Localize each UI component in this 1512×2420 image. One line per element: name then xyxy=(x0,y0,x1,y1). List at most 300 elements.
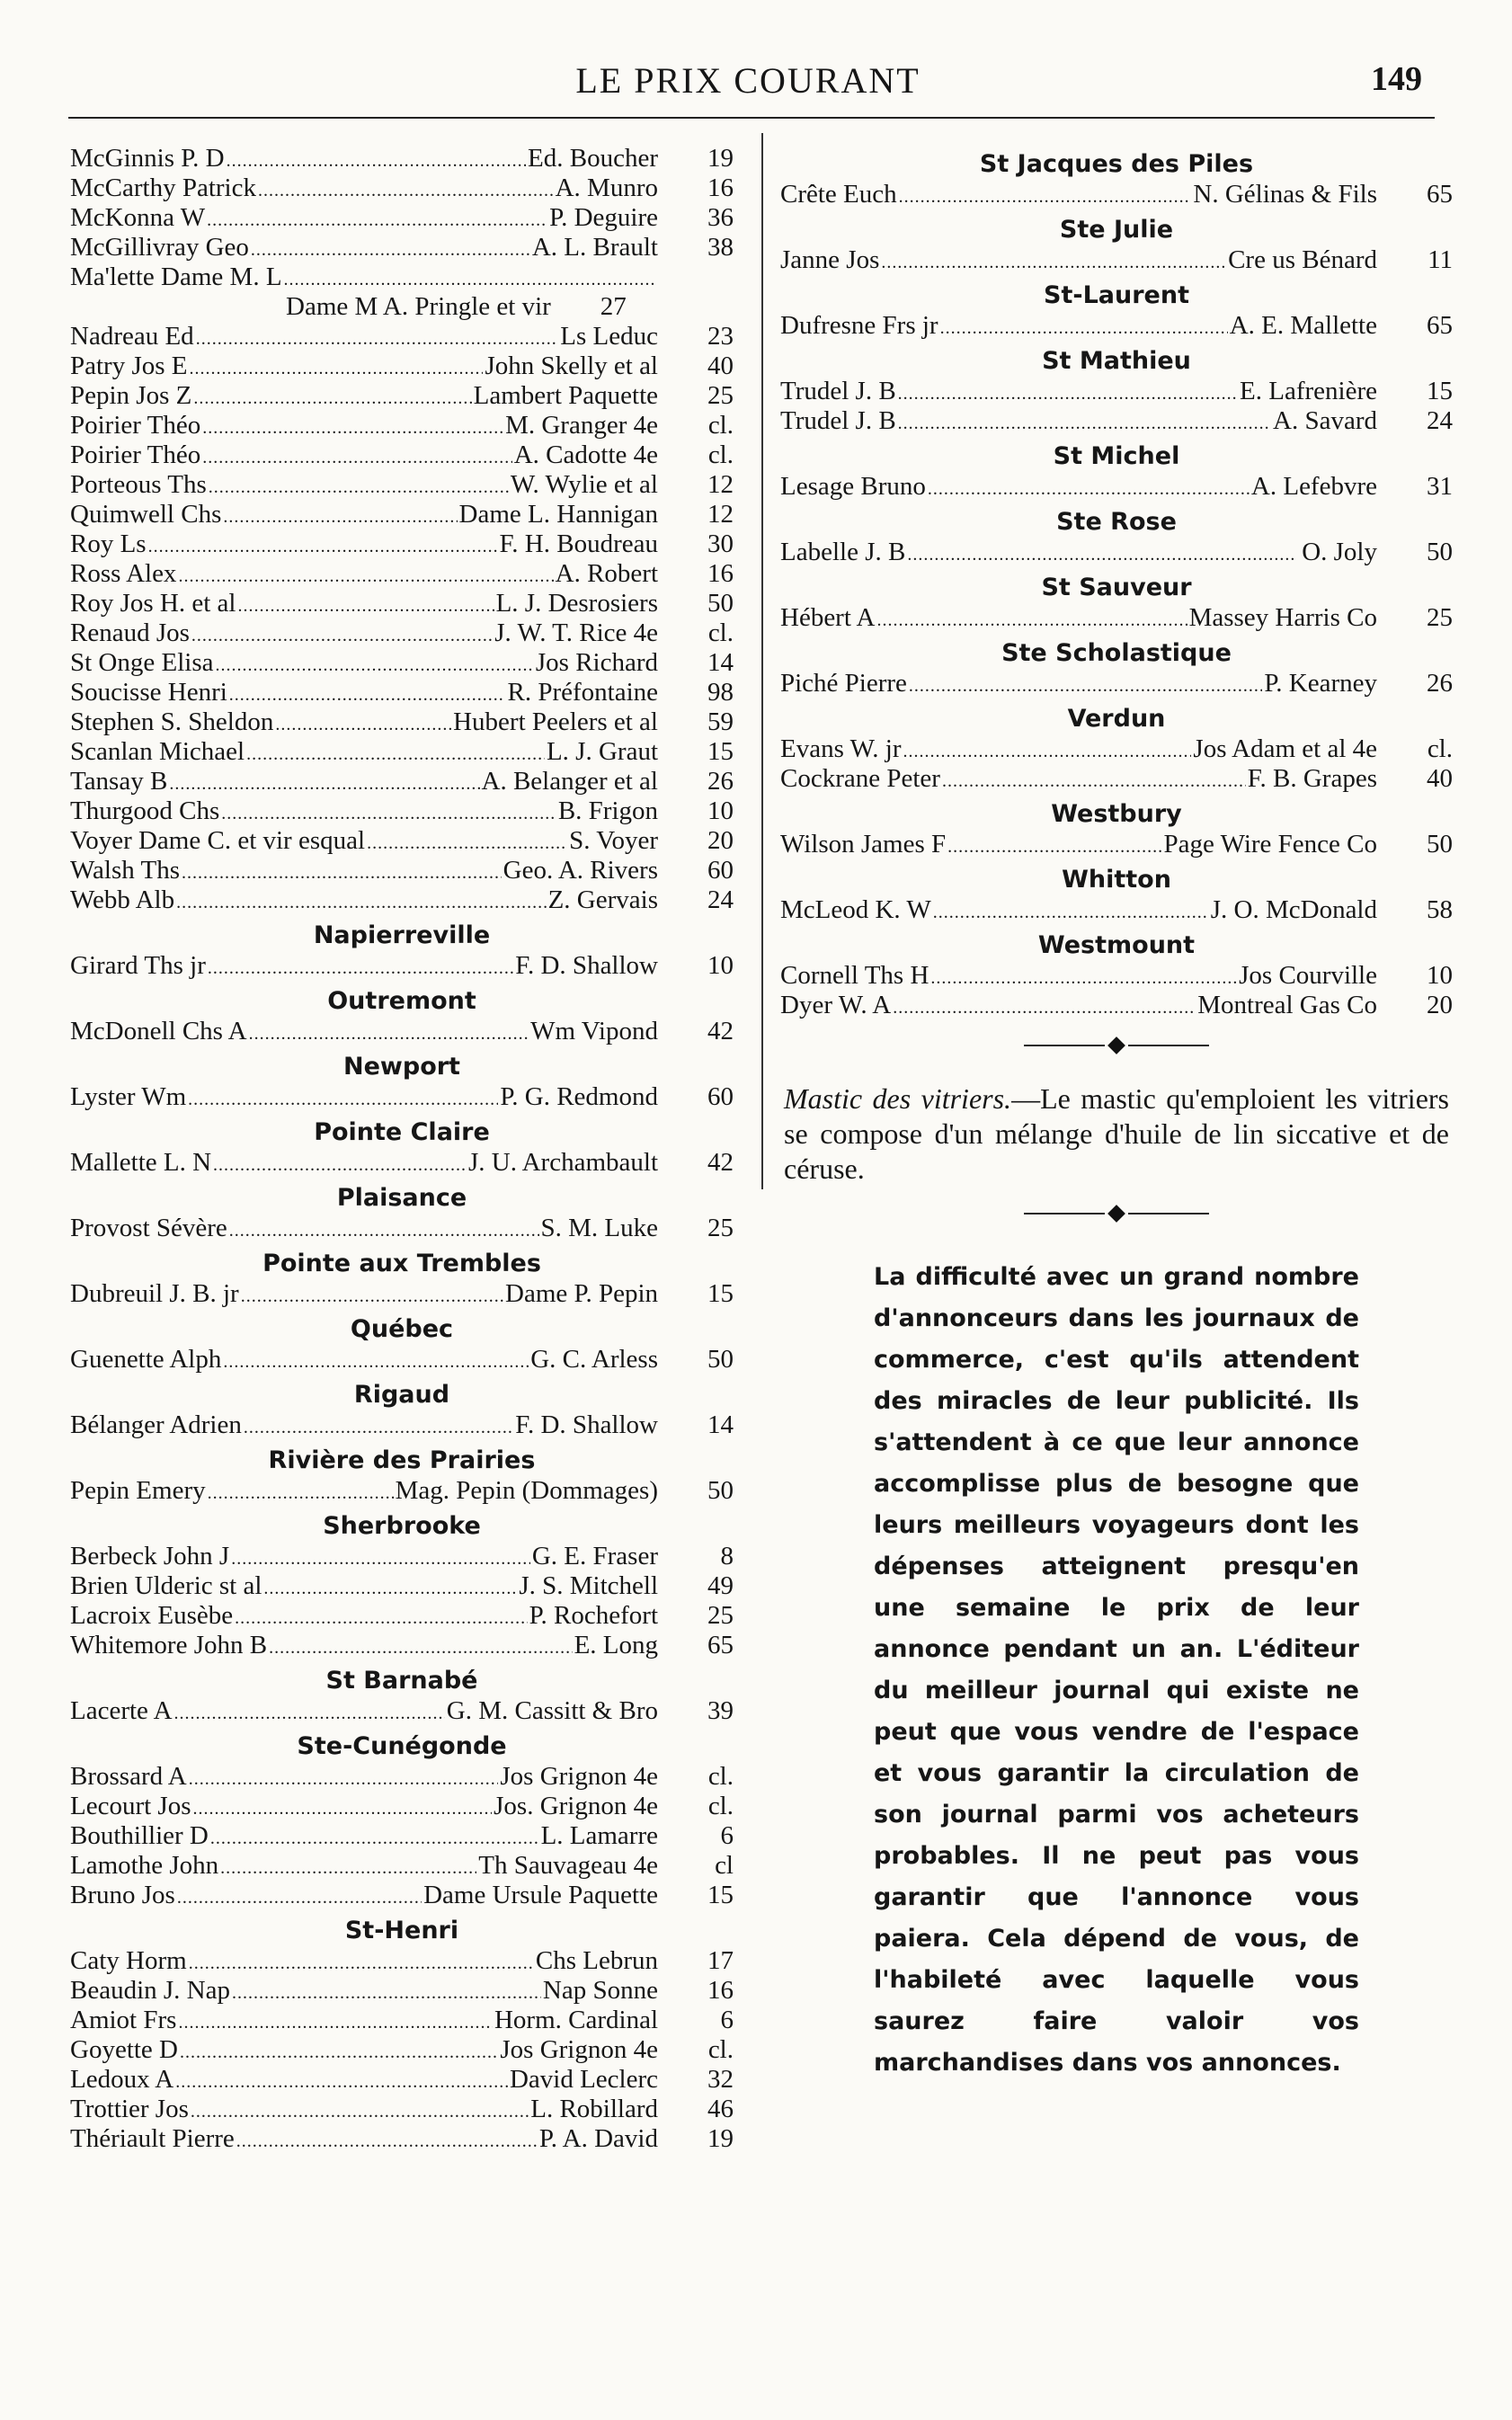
creditor-name: Jos Adam et al 4e xyxy=(1193,734,1377,763)
right-column xyxy=(780,144,1453,2084)
creditor-name: J. O. McDonald xyxy=(1210,895,1377,924)
creditor-name: Montreal Gas Co xyxy=(1197,991,1377,1019)
amount: 10 xyxy=(707,951,734,980)
list-item xyxy=(70,440,734,470)
amount: cl xyxy=(715,1851,734,1880)
amount: 26 xyxy=(707,767,734,796)
debtor-name: McCarthy Patrick xyxy=(70,173,256,202)
debtor-name: Piché Pierre xyxy=(780,669,907,698)
column-divider xyxy=(761,133,763,1189)
leader-dots xyxy=(893,991,1196,1020)
leader-dots xyxy=(202,440,511,470)
ornament-divider-2 xyxy=(780,1194,1453,1233)
leader-dots xyxy=(220,1851,476,1881)
section-heading: Ste Scholastique xyxy=(1001,639,1232,667)
leader-dots xyxy=(227,144,526,173)
amount: 40 xyxy=(1427,764,1453,793)
creditor-name: A. Cadotte 4e xyxy=(513,440,658,469)
list-item xyxy=(780,669,1453,698)
list-item xyxy=(70,1571,734,1601)
page-header xyxy=(65,56,1431,110)
list-item xyxy=(70,618,734,648)
leader-dots xyxy=(258,173,554,203)
amount: 15 xyxy=(707,1881,734,1909)
amount: 50 xyxy=(707,589,734,618)
mastic-title: Mastic des vitriers. xyxy=(784,1082,1012,1115)
creditor-name: G. C. Arless xyxy=(530,1345,658,1374)
debtor-name: Pepin Emery xyxy=(70,1476,206,1505)
leader-dots xyxy=(244,1410,513,1440)
amount: 10 xyxy=(1427,961,1453,990)
leader-dots xyxy=(196,322,559,351)
creditor-name: Dame P. Pepin xyxy=(505,1279,658,1308)
creditor-name: Jos Richard xyxy=(535,648,658,677)
amount: 24 xyxy=(1427,406,1453,435)
debtor-name: McDonell Chs A xyxy=(70,1017,247,1045)
section-heading: St Jacques des Piles xyxy=(979,150,1254,178)
debtor-name: McGillivray Geo xyxy=(70,233,249,262)
leader-dots xyxy=(269,1631,572,1660)
creditor-name: Geo. A. Rivers xyxy=(503,856,658,885)
debtor-name: St Onge Elisa xyxy=(70,648,214,677)
list-item xyxy=(70,1476,734,1506)
list-item xyxy=(780,245,1453,275)
list-item xyxy=(70,233,734,262)
creditor-name: Jos Grignon 4e xyxy=(500,2035,658,2064)
list-item xyxy=(70,1696,734,1726)
header-rule xyxy=(68,117,1435,119)
amount: 8 xyxy=(720,1542,734,1570)
creditor-name: Jos Courville xyxy=(1239,961,1377,990)
creditor-name: A. Lefebvre xyxy=(1250,472,1377,501)
creditor-name: A. Belanger et al xyxy=(481,767,658,796)
leader-dots xyxy=(221,796,556,826)
list-item xyxy=(70,351,734,381)
amount: 15 xyxy=(1427,377,1453,405)
leader-dots xyxy=(229,1214,539,1243)
leader-dots xyxy=(232,1976,541,2006)
creditor-name: A. Robert xyxy=(555,559,658,588)
debtor-name: Trudel J. B xyxy=(780,406,896,435)
debtor-name: Roy Ls xyxy=(70,529,147,558)
amount: 42 xyxy=(707,1148,734,1177)
debtor-name: Lacroix Eusèbe xyxy=(70,1601,234,1630)
list-item xyxy=(780,406,1453,436)
leader-dots xyxy=(246,737,545,767)
list-item xyxy=(780,895,1453,925)
list-item xyxy=(70,678,734,707)
leader-dots xyxy=(241,1279,503,1309)
debtor-name: Cornell Ths H xyxy=(780,961,929,990)
amount: 25 xyxy=(707,381,734,410)
amount: 49 xyxy=(707,1571,734,1600)
list-item xyxy=(70,381,734,411)
amount: 15 xyxy=(707,737,734,766)
amount: 27 xyxy=(600,292,627,321)
amount: 19 xyxy=(707,2124,734,2153)
amount: 32 xyxy=(707,2065,734,2094)
leader-dots xyxy=(229,678,506,707)
amount: 11 xyxy=(1428,245,1453,274)
section-heading: Québec xyxy=(350,1315,454,1343)
list-item xyxy=(70,856,734,885)
amount: 6 xyxy=(720,2006,734,2034)
creditor-name: P. G. Redmond xyxy=(500,1082,658,1111)
debtor-name: Renaud Jos xyxy=(70,618,190,647)
leader-dots xyxy=(236,2124,538,2154)
amount: 23 xyxy=(707,322,734,351)
creditor-name: P. Deguire xyxy=(549,203,658,232)
amount: 50 xyxy=(1427,538,1453,566)
amount: cl. xyxy=(707,2035,734,2064)
leader-dots xyxy=(231,1542,530,1571)
debtor-name: McLeod K. W xyxy=(780,895,931,924)
list-item xyxy=(70,1762,734,1792)
leader-dots xyxy=(251,233,530,262)
amount: 60 xyxy=(707,856,734,885)
list-item xyxy=(70,1851,734,1881)
creditor-name: S. M. Luke xyxy=(540,1214,658,1242)
amount: 19 xyxy=(707,144,734,173)
leader-dots xyxy=(190,351,484,381)
debtor-name: Bélanger Adrien xyxy=(70,1410,242,1439)
debtor-name: Guenette Alph xyxy=(70,1345,222,1374)
leader-dots xyxy=(275,707,451,737)
leader-dots xyxy=(208,1476,394,1506)
creditor-name: P. Rochefort xyxy=(529,1601,658,1630)
list-item xyxy=(70,885,734,915)
debtor-name: Labelle J. B xyxy=(780,538,906,566)
section-heading: Pointe Claire xyxy=(314,1118,490,1146)
amount: 46 xyxy=(707,2095,734,2123)
section-heading: Napierreville xyxy=(313,921,491,949)
list-item xyxy=(70,767,734,796)
section-heading: Rivière des Prairies xyxy=(268,1446,536,1474)
debtor-name: Nadreau Ed xyxy=(70,322,194,351)
debtor-name: McKonna W xyxy=(70,203,206,232)
amount: 31 xyxy=(1427,472,1453,501)
list-item xyxy=(70,2035,734,2065)
leader-dots xyxy=(284,262,656,292)
list-item xyxy=(70,1792,734,1821)
leader-dots xyxy=(188,1082,498,1112)
creditor-name: Ls Leduc xyxy=(560,322,658,351)
creditor-name: A. E. Mallette xyxy=(1229,311,1377,340)
list-item xyxy=(70,737,734,767)
journal-title: LE PRIX COURANT xyxy=(575,60,921,101)
list-item xyxy=(780,603,1453,633)
creditor-name: F. D. Shallow xyxy=(515,1410,658,1439)
debtor-name: Janne Jos xyxy=(780,245,880,274)
leader-dots xyxy=(169,767,479,796)
creditor-name: F. H. Boudreau xyxy=(499,529,658,558)
leader-dots xyxy=(207,203,547,233)
debtor-name: Beaudin J. Nap xyxy=(70,1976,230,2005)
debtor-name: Walsh Ths xyxy=(70,856,180,885)
amount: cl. xyxy=(707,440,734,469)
leader-dots xyxy=(216,648,534,678)
amount: 58 xyxy=(1427,895,1453,924)
list-item xyxy=(780,734,1453,764)
debtor-name: Provost Sévère xyxy=(70,1214,227,1242)
list-item xyxy=(70,1542,734,1571)
list-item xyxy=(70,1946,734,1976)
leader-dots xyxy=(909,669,1262,698)
leader-dots xyxy=(178,559,553,589)
list-item xyxy=(70,707,734,737)
debtor-name: Thériault Pierre xyxy=(70,2124,235,2153)
section-heading: Outremont xyxy=(327,987,476,1015)
leader-dots xyxy=(877,603,1187,633)
leader-dots xyxy=(898,406,1271,436)
creditor-name: Th Sauvageau 4e xyxy=(478,1851,658,1880)
section-heading: St-Laurent xyxy=(1044,281,1189,309)
debtor-name: Bruno Jos xyxy=(70,1881,175,1909)
amount: 17 xyxy=(707,1946,734,1975)
leader-dots xyxy=(223,1345,529,1375)
creditor-name: W. Wylie et al xyxy=(510,470,658,499)
list-item xyxy=(70,648,734,678)
amount: 65 xyxy=(1427,311,1453,340)
list-item xyxy=(780,961,1453,991)
debtor-name: Mallette L. N xyxy=(70,1148,212,1177)
debtor-name: Quimwell Chs xyxy=(70,500,222,529)
debtor-name: Cockrane Peter xyxy=(780,764,940,793)
debtor-name: Berbeck John J xyxy=(70,1542,230,1570)
leader-dots xyxy=(210,1821,539,1851)
leader-dots xyxy=(191,2095,529,2124)
amount: 24 xyxy=(707,885,734,914)
debtor-name: Poirier Théo xyxy=(70,411,201,440)
creditor-name: Wm Vipond xyxy=(530,1017,658,1045)
list-item xyxy=(70,1821,734,1851)
creditor-name: John Skelly et al xyxy=(485,351,658,380)
list-item xyxy=(70,262,734,292)
list-item xyxy=(70,1631,734,1660)
debtor-name: Lesage Bruno xyxy=(780,472,926,501)
amount: 16 xyxy=(707,559,734,588)
debtor-name: Scanlan Michael xyxy=(70,737,245,766)
leader-dots xyxy=(223,500,457,529)
leader-dots xyxy=(881,245,1226,275)
amount: cl. xyxy=(707,1762,734,1791)
list-item xyxy=(780,538,1453,567)
list-item xyxy=(70,951,734,981)
section-heading: Ste-Cunégonde xyxy=(297,1732,507,1760)
section-heading: Plaisance xyxy=(336,1184,467,1212)
debtor-name: Thurgood Chs xyxy=(70,796,220,825)
amount: 30 xyxy=(707,529,734,558)
amount: 42 xyxy=(707,1017,734,1045)
amount: cl. xyxy=(707,618,734,647)
section-heading: Rigaud xyxy=(353,1381,450,1409)
list-item xyxy=(70,589,734,618)
creditor-name: L. J. Graut xyxy=(546,737,658,766)
creditor-name: F. B. Grapes xyxy=(1247,764,1377,793)
creditor-name: J. W. T. Rice 4e xyxy=(494,618,658,647)
amount: 16 xyxy=(707,1976,734,2005)
debtor-name: Evans W. jr xyxy=(780,734,902,763)
leader-dots xyxy=(191,618,493,648)
list-item xyxy=(70,203,734,233)
right-list xyxy=(780,144,1453,1020)
leader-dots xyxy=(930,961,1237,991)
debtor-name: Whitemore John B xyxy=(70,1631,268,1659)
leader-dots xyxy=(940,311,1228,341)
creditor-name: G. E. Fraser xyxy=(531,1542,658,1570)
list-item xyxy=(70,1410,734,1440)
debtor-name: Roy Jos H. et al xyxy=(70,589,236,618)
debtor-name: Lacerte A xyxy=(70,1696,173,1725)
mastic-paragraph xyxy=(784,1081,1449,1187)
amount: 65 xyxy=(707,1631,734,1659)
leader-dots xyxy=(178,2006,493,2035)
amount: 14 xyxy=(707,1410,734,1439)
leader-dots xyxy=(903,734,1192,764)
mastic-body: —Le mastic qu'emploient les vitriers se compose d'un mélange d'huile de lin siccative et de céruse. xyxy=(784,1082,1450,1185)
list-item xyxy=(70,322,734,351)
advert-paragraph: La difficulté avec un grand nombre d'annonceurs dans les journaux de commerce, c'est qu'ils attendent des miracles de leur publicité. Ils s'attendent à ce que leur annonce accomplisse plus de besogne que leurs meilleurs voyageurs dont les dépenses atteignent presqu'en une semaine le prix de leur annonce pendant un an. L'éditeur du meilleur journal qui existe ne peut que vous vendre de l'espace et vous garantir la circulation de son journal parmi vos acheteurs probables. Il ne peut pas vous garantir que l'annonce vous paiera. Cela dépend de vous, de l'habileté avec laquelle vous saurez faire valoir vos marchandises dans vos annonces. xyxy=(874,1263,1359,2077)
leader-dots xyxy=(907,538,1300,567)
debtor-name: McGinnis P. D xyxy=(70,144,225,173)
amount: 12 xyxy=(707,470,734,499)
section-heading: St Barnabé xyxy=(325,1667,478,1695)
leader-dots xyxy=(148,529,498,559)
section-heading: Pointe aux Trembles xyxy=(262,1250,541,1277)
amount: 25 xyxy=(707,1214,734,1242)
leader-dots xyxy=(174,1696,445,1726)
section-heading: Westbury xyxy=(1051,800,1182,828)
debtor-name: Soucisse Henri xyxy=(70,678,227,707)
leader-dots xyxy=(180,2035,498,2065)
amount: 16 xyxy=(707,173,734,202)
leader-dots xyxy=(189,1946,534,1976)
debtor-name: Tansay B xyxy=(70,767,168,796)
page-number: 149 xyxy=(1371,60,1422,98)
creditor-name: G. M. Cassitt & Bro xyxy=(446,1696,658,1725)
left-column xyxy=(70,144,734,2154)
leader-dots xyxy=(933,895,1209,925)
debtor-name: Stephen S. Sheldon xyxy=(70,707,274,736)
amount: 15 xyxy=(707,1279,734,1308)
debtor-name: Lecourt Jos xyxy=(70,1792,191,1820)
list-item xyxy=(780,311,1453,341)
debtor-name: Webb Alb xyxy=(70,885,175,914)
creditor-name: P. Kearney xyxy=(1264,669,1377,698)
amount: 25 xyxy=(707,1601,734,1630)
creditor-name: A. L. Brault xyxy=(531,233,658,262)
list-item xyxy=(780,764,1453,794)
creditor-name: J. U. Archambault xyxy=(467,1148,658,1177)
list-item xyxy=(70,292,734,322)
debtor-name: Lyster Wm xyxy=(70,1082,187,1111)
debtor-name: Trottier Jos xyxy=(70,2095,189,2123)
debtor-name: Ledoux A xyxy=(70,2065,174,2094)
creditor-name: Jos Grignon 4e xyxy=(500,1762,658,1791)
section-heading: St Mathieu xyxy=(1042,347,1191,375)
section-heading: Sherbrooke xyxy=(323,1512,481,1540)
list-item xyxy=(70,2095,734,2124)
amount: 10 xyxy=(707,796,734,825)
debtor-name: Ross Alex xyxy=(70,559,177,588)
amount: 25 xyxy=(1427,603,1453,632)
creditor-name: L. Lamarre xyxy=(540,1821,658,1850)
creditor-name: David Leclerc xyxy=(509,2065,658,2094)
leader-dots xyxy=(947,830,1161,859)
leader-dots xyxy=(209,470,509,500)
creditor-name: E. Lafrenière xyxy=(1240,377,1377,405)
amount: cl. xyxy=(1427,734,1453,763)
leader-dots xyxy=(899,180,1192,209)
creditor-name: Mag. Pepin (Dommages) xyxy=(395,1476,658,1505)
debtor-name: Hébert A xyxy=(780,603,876,632)
amount: 6 xyxy=(720,1821,734,1850)
creditor-name: Dame Ursule Paquette xyxy=(423,1881,658,1909)
debtor-name: Dyer W. A xyxy=(780,991,892,1019)
section-heading: Ste Julie xyxy=(1059,216,1174,244)
leader-dots xyxy=(189,1762,499,1792)
debtor-name: Patry Jos E xyxy=(70,351,188,380)
debtor-name: Brossard A xyxy=(70,1762,187,1791)
debtor-name: Dubreuil J. B. jr xyxy=(70,1279,239,1308)
leader-dots xyxy=(235,1601,527,1631)
debtor-name: Brien Ulderic st al xyxy=(70,1571,262,1600)
amount: 40 xyxy=(707,351,734,380)
creditor-name: B. Frigon xyxy=(557,796,658,825)
debtor-name: Ma'lette Dame M. L xyxy=(70,262,282,291)
amount: 50 xyxy=(1427,830,1453,859)
debtor-name: Bouthillier D xyxy=(70,1821,209,1850)
creditor-name: Ed. Boucher xyxy=(528,144,658,173)
amount: 12 xyxy=(707,500,734,529)
section-heading: Westmount xyxy=(1037,931,1196,959)
amount: 20 xyxy=(707,826,734,855)
list-item xyxy=(780,472,1453,502)
section-heading: Newport xyxy=(343,1053,460,1081)
leader-dots xyxy=(177,1881,422,1910)
creditor-name: R. Préfontaine xyxy=(507,678,658,707)
creditor-name: Lambert Paquette xyxy=(473,381,658,410)
leader-dots xyxy=(249,1017,529,1046)
list-item xyxy=(70,1148,734,1178)
leader-dots xyxy=(928,472,1250,502)
creditor-name: Dame M A. Pringle et vir xyxy=(286,292,551,321)
section-heading: Ste Rose xyxy=(1056,508,1177,536)
amount: 26 xyxy=(1427,669,1453,698)
creditor-name: Horm. Cardinal xyxy=(494,2006,658,2034)
debtor-name: Pepin Jos Z xyxy=(70,381,192,410)
debtor-name: Amiot Frs xyxy=(70,2006,177,2034)
section-heading: St Michel xyxy=(1053,442,1180,470)
debtor-name: Goyette D xyxy=(70,2035,178,2064)
creditor-name: Hubert Peelers et al xyxy=(453,707,658,736)
creditor-name: N. Gélinas & Fils xyxy=(1193,180,1377,209)
amount: cl. xyxy=(707,1792,734,1820)
creditor-name: J. S. Mitchell xyxy=(519,1571,658,1600)
creditor-name: E. Long xyxy=(574,1631,658,1659)
leader-dots xyxy=(213,1148,467,1178)
list-item xyxy=(780,991,1453,1020)
leader-dots xyxy=(367,826,567,856)
creditor-name: Massey Harris Co xyxy=(1188,603,1377,632)
creditor-name: M. Granger 4e xyxy=(505,411,658,440)
leader-dots xyxy=(176,885,547,915)
debtor-name: Caty Horm xyxy=(70,1946,187,1975)
amount: 36 xyxy=(707,203,734,232)
section-heading: Whitton xyxy=(1062,866,1171,894)
amount: 50 xyxy=(707,1345,734,1374)
debtor-name: Wilson James F xyxy=(780,830,947,859)
